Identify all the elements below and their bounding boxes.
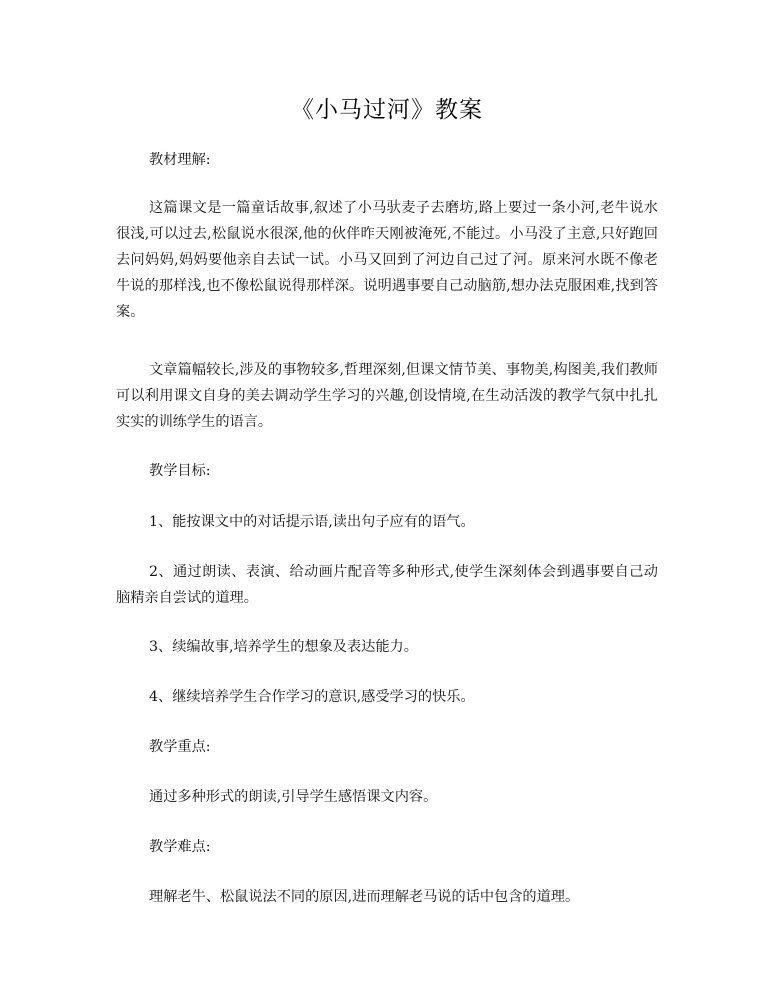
paragraph-teaching-approach: 文章篇幅较长,涉及的事物较多,哲理深刻,但课文情节美、事物美,构图美,我们教师可以利用课文自身的美去调动学生学习的兴趣,创设情境,在生动活泼的教学气氛中扎扎实实的训练学生的语言。 [116, 362, 658, 430]
goal-item-4: 4、继续培养学生合作学习的意识,感受学习的快乐。 [149, 689, 475, 705]
difficulties-text: 理解老牛、松鼠说法不同的原因,进而理解老马说的话中包含的道理。 [149, 889, 580, 905]
goal-item-3: 3、续编故事,培养学生的想象及表达能力。 [149, 639, 418, 655]
paragraph-story-summary: 这篇课文是一篇童话故事,叙述了小马驮麦子去磨坊,路上要过一条小河,老牛说水很浅,可以过去,松鼠说水很深,他的伙伴昨天刚被淹死,不能过。小马没了主意,只好跑回去问妈妈,妈妈要他亲自去试一试。小马又回到了河边自己过了河。原来河水既不像老牛说的那样浅,也不像松鼠说得那样深。说明遇事要自己动脑筋,想办法克服困难,找到答案。 [116, 200, 658, 320]
section-heading-difficulties: 教学难点: [149, 839, 211, 855]
goal-item-1: 1、能按课文中的对话提示语,读出句子应有的语气。 [149, 514, 475, 530]
document-title: 《小马过河》教案 [291, 97, 483, 123]
section-heading-material: 教材理解: [149, 152, 211, 168]
goal-item-2: 2、通过朗读、表演、给动画片配音等多种形式,使学生深刻体会到遇事要自己动脑精亲自尝试的道理。 [116, 564, 658, 606]
key-points-text: 通过多种形式的朗读,引导学生感悟课文内容。 [149, 789, 438, 805]
section-heading-key-points: 教学重点: [149, 739, 211, 755]
section-heading-goals: 教学目标: [149, 463, 211, 479]
